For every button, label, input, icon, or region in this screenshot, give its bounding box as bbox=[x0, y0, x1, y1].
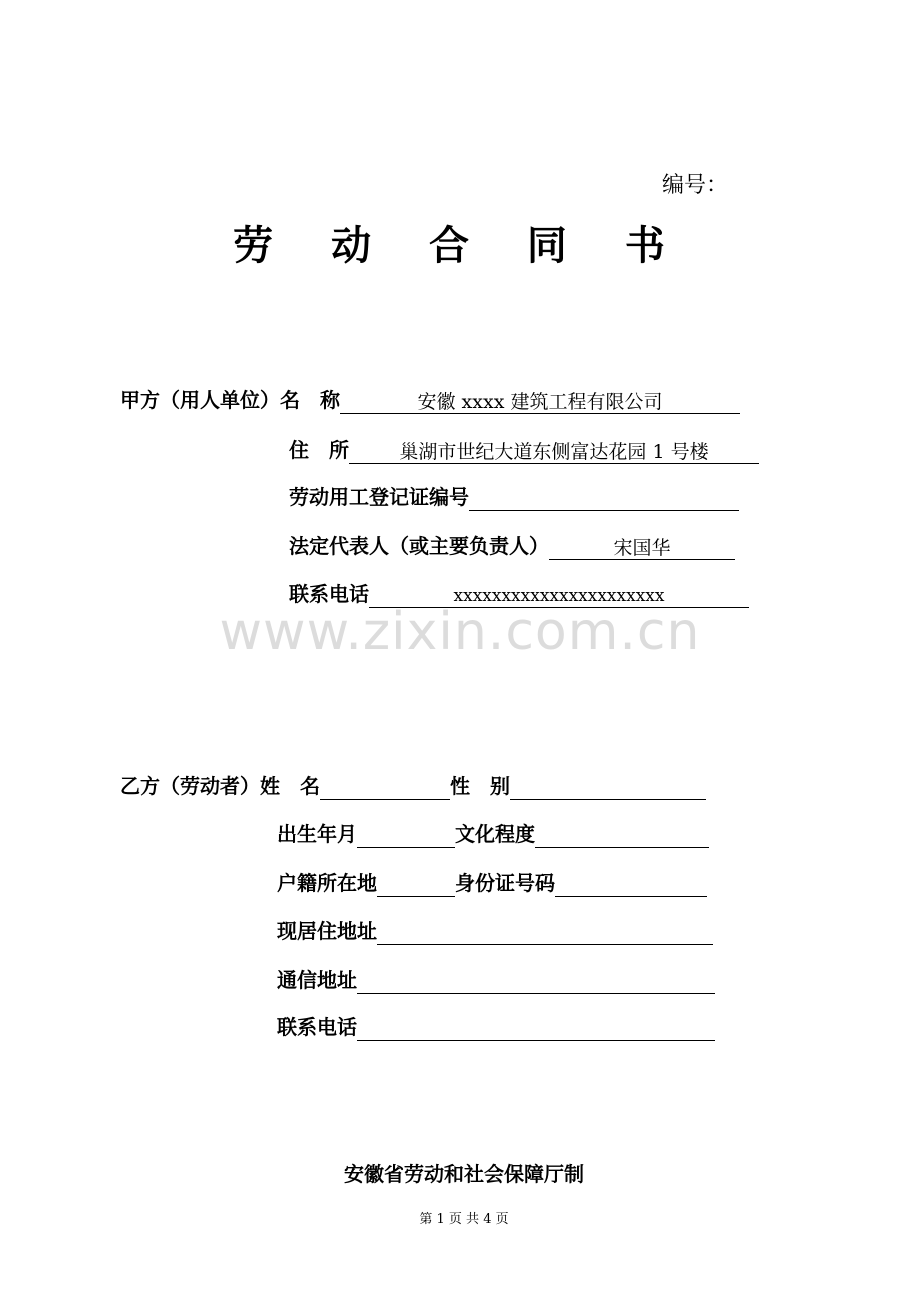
party-b-hukou-row bbox=[277, 869, 707, 897]
party-a-phone-label: 联系电话 bbox=[289, 582, 369, 606]
watermark: www.zixin.com.cn bbox=[219, 602, 701, 662]
party-a-legal-rep-field[interactable]: 宋国华 bbox=[549, 537, 735, 560]
party-a-registration-row bbox=[289, 483, 739, 511]
party-a-registration-label: 劳动用工登记证编号 bbox=[289, 485, 469, 509]
party-b-mail-field[interactable] bbox=[357, 971, 715, 994]
party-a-name-row bbox=[120, 386, 740, 414]
party-b-phone-field[interactable] bbox=[357, 1018, 715, 1041]
party-b-birth-row bbox=[277, 820, 709, 848]
party-a-registration-field[interactable] bbox=[469, 488, 739, 511]
issuer-text: 安徽省劳动和社会保障厅制 bbox=[344, 1162, 584, 1186]
page-title: 劳 动 合 同 书 bbox=[233, 223, 687, 269]
party-b-hukou-label: 户籍所在地 bbox=[277, 871, 377, 895]
party-b-residence-label: 现居住地址 bbox=[277, 919, 377, 943]
party-b-birth-label: 出生年月 bbox=[277, 822, 357, 846]
party-a-legal-rep-label: 法定代表人（或主要负责人） bbox=[289, 534, 549, 558]
party-b-education-label: 文化程度 bbox=[455, 822, 535, 846]
party-a-legal-rep-row bbox=[289, 532, 735, 560]
page-number: 第 1 页 共 4 页 bbox=[419, 1212, 509, 1227]
party-b-name-row bbox=[120, 772, 706, 800]
party-b-residence-field[interactable] bbox=[377, 922, 713, 945]
party-b-gender-label: 性 别 bbox=[450, 774, 510, 798]
party-b-prefix: 乙方（劳动者）姓 名 bbox=[120, 774, 320, 798]
party-b-id-field[interactable] bbox=[555, 874, 707, 897]
party-b-name-field[interactable] bbox=[320, 777, 450, 800]
party-b-residence-row bbox=[277, 917, 713, 945]
party-a-phone-field[interactable]: xxxxxxxxxxxxxxxxxxxxxx bbox=[369, 585, 749, 608]
party-a-prefix: 甲方（用人单位）名 称 bbox=[120, 388, 340, 412]
party-b-education-field[interactable] bbox=[535, 825, 709, 848]
party-b-phone-row bbox=[277, 1013, 715, 1041]
party-a-address-row bbox=[289, 436, 759, 464]
party-b-mail-row bbox=[277, 966, 715, 994]
contract-number-label: 编号： bbox=[662, 173, 729, 198]
party-a-address-field[interactable]: 巢湖市世纪大道东侧富达花园 1 号楼 bbox=[349, 441, 759, 464]
party-b-birth-field[interactable] bbox=[357, 825, 455, 848]
party-b-id-label: 身份证号码 bbox=[455, 871, 555, 895]
party-a-address-label: 住 所 bbox=[289, 438, 349, 462]
party-b-gender-field[interactable] bbox=[510, 777, 706, 800]
party-b-phone-label: 联系电话 bbox=[277, 1015, 357, 1039]
party-b-hukou-field[interactable] bbox=[377, 874, 455, 897]
party-a-name-field[interactable]: 安徽 xxxx 建筑工程有限公司 bbox=[340, 391, 740, 414]
party-b-mail-label: 通信地址 bbox=[277, 968, 357, 992]
